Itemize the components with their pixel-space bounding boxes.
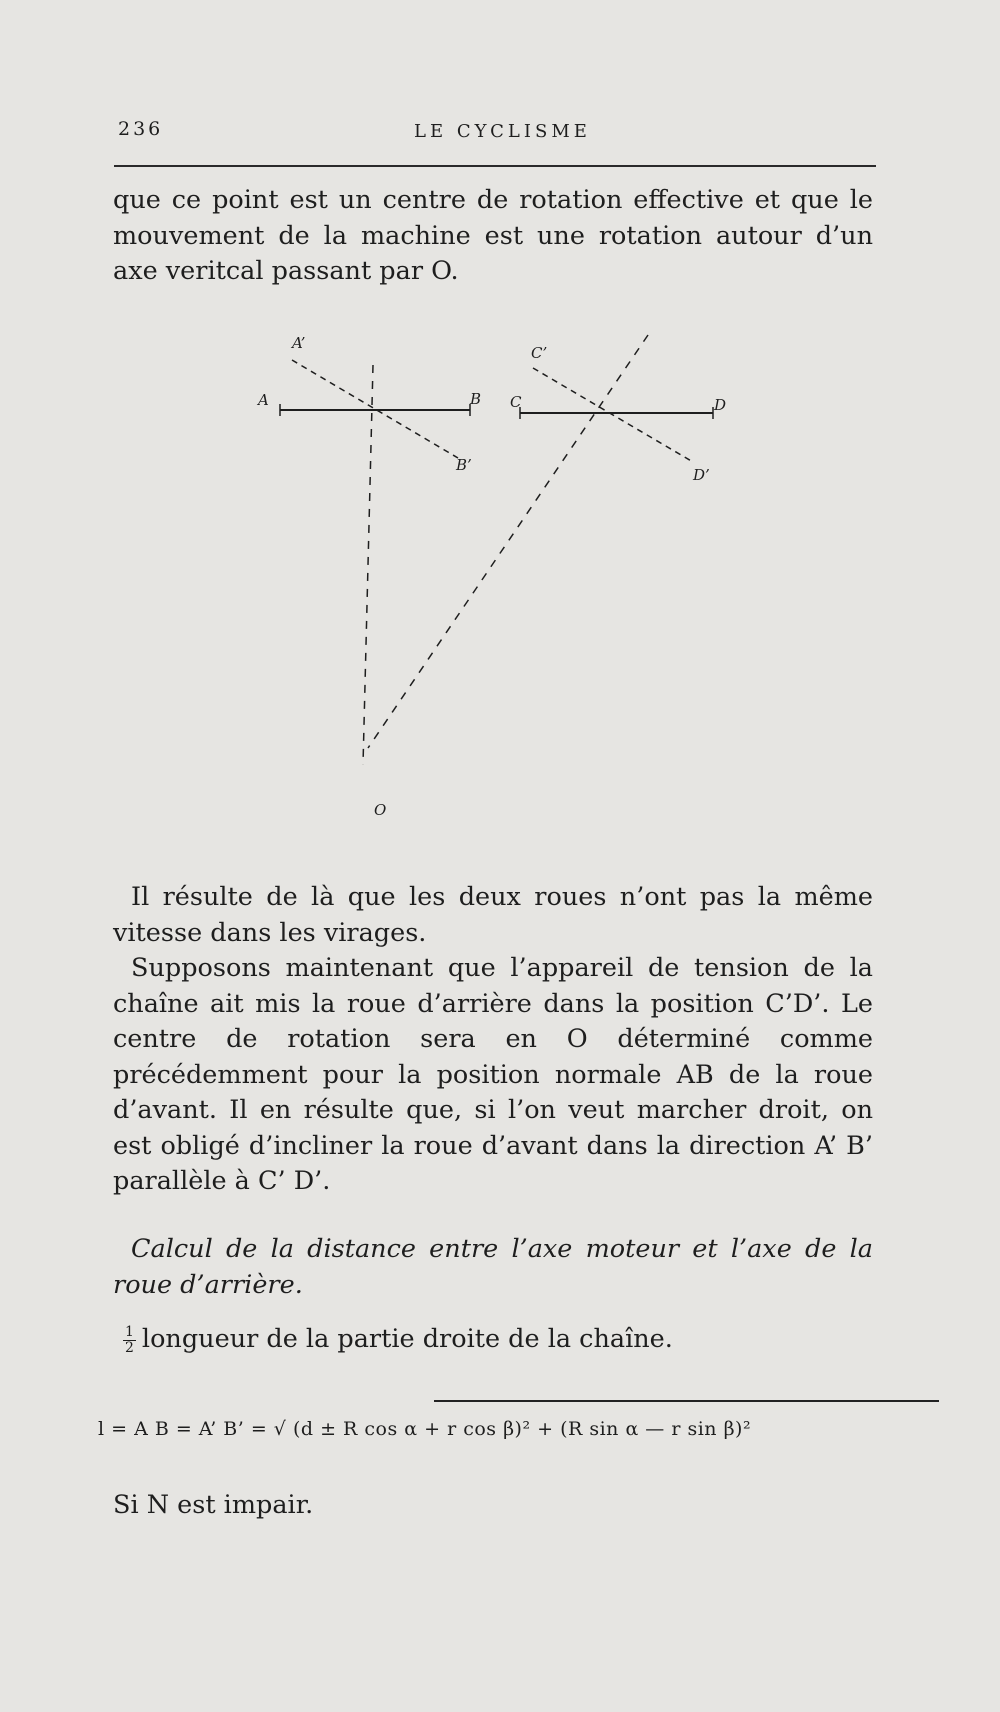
label-B: B [470, 390, 482, 408]
distance-formula [98, 1400, 898, 1460]
geometry-figure [0, 300, 1000, 860]
label-D: D [714, 396, 727, 414]
paragraph-1: que ce point est un centre de rotation effective et que le mouvement de la machine est une rotation autour d’un axe veritcal passant par O. [113, 185, 873, 286]
paragraph-3: Supposons maintenant que l’appareil de tension de la chaîne ait mis la roue d’arrière dans la position C’D’. Le centre de rotation sera en O déterminé comme précédemment pour la position normale AB de la roue d’avant. Il en résulte que, si l’on veut marcher droit, on est obligé d’incliner la roue d’avant dans la direction A’ B’ parallèle à C’ D’. [113, 953, 873, 1196]
line-C-prime-D-prime [533, 368, 693, 462]
label-C: C [510, 393, 522, 411]
axis-line-from-CD [368, 335, 648, 748]
radical-vinculum [434, 1400, 939, 1402]
page-header [118, 118, 875, 148]
running-title: LE CYCLISME [414, 121, 591, 142]
label-C-prime: C’ [531, 344, 548, 362]
label-O: O [374, 801, 387, 819]
closing-line: Si N est impair. [113, 1490, 314, 1520]
section-heading: Calcul de la distance entre l’axe moteur et l’axe de la roue d’arrière. [113, 1234, 873, 1300]
label-D-prime: D’ [693, 466, 710, 484]
paragraph-2: Il résulte de là que les deux roues n’ont pas la même vitesse dans les virages. [113, 882, 873, 948]
header-rule [114, 165, 876, 167]
label-A: A [258, 391, 269, 409]
wheel-diagram [0, 300, 1000, 860]
fraction-one-half: $\frac{1}{2}$ [125, 1323, 134, 1356]
formula-text: l = A B = A’ B’ = √ (d ± R cos α + r cos β)² + (R sin α — r sin β)² [98, 1418, 752, 1440]
page-number: 236 [118, 118, 164, 140]
half-length-text: longueur de la partie droite de la chaîne. [141, 1324, 673, 1354]
label-A-prime: A’ [292, 334, 306, 352]
axis-line-from-AB [363, 365, 373, 765]
label-B-prime: B’ [456, 456, 472, 474]
half-length-line [123, 1322, 883, 1358]
